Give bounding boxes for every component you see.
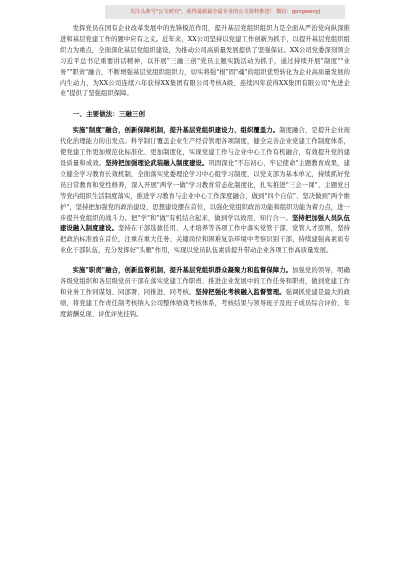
document-page (60, 24, 350, 321)
section-heading: 一、主要做法：三融三创 (73, 110, 146, 119)
paragraph-text: 巩固深化"不忘初心、牢记使命"主题教育成果，建立健全学习教育长效机制，全面落实党委理论学习中心组学习制度，以党支部为基本单元，持续抓好党员日常教育和党性修养，深入开展"两学一做"学习教育常态化制度化，扎实推进"三会一课"、主题党日等党内组织生活制度落实，推进学习教育与企业中心工作深度融合，做到"四个自信"、坚决做到"两个维护"，坚持把加强党的政治建设、思想建设摆在首位，以强化党组织政治功能和组织功能为着力点，进一步提升党组织的战斗力。把"学"和"做"有机结合起来，做到学以致用、知行合一。 (60, 159, 350, 222)
paragraph-institution-integration (60, 126, 350, 257)
intro-paragraph: 发挥党员在国有企业改革发展中的先锋模范作用，提升基层党组织组织力是全面从严治党向纵深推进和基层党建工作的题中应有之义。近年来，XX公司坚持以党建工作创新为抓手，以提升基层党组织组织力为重点，全面深化基层党组织建设，为推动公司高质量发展提供了坚强保证。XX公司党委深刻领会习近平总书记重要讲话精神，以开展"三融三创"党员主题实践活动为抓手，通过持续开展"制度""业务""职责"融合，不断增强基层党组织组织力，切实将强"根"固"魂"的组织优势转化为企业高质量发展的内生动力，为XX公司连续六年获得XX集团有限公司考核A级、连续四年获得XX集团有限公司"先进企业"提供了坚强组织保障。 (60, 25, 350, 98)
paragraph-subpoint-bold: 坚持把加强理论武装融入制度建设。 (105, 159, 209, 167)
paragraph-subpoint-bold: 坚持把加强人员队伍建设融入制度建设。 (60, 214, 350, 233)
paragraph-subpoint-bold: 坚持把强化考核融入监督管理。 (195, 288, 286, 296)
paragraph-text: 加强党的领导，明确各级党组织和各层级党员干部在落实党建工作职责、推进企业发展中的工作任务和职责，做到党建工作和业务工作同谋划、同部署、同推进、同考核。 (60, 267, 351, 296)
paragraph-text: 制度融合，是提升企业现代化治理能力的出发点。科学制订覆盖企业生产经营管理各项制度，健全完善企业党建工作制度体系，使党建工作更加规范化标准化、更加制度化，实现党建工作与企业中心工作有机融合，有效提升党的建设质量和成效。 (60, 127, 350, 167)
paragraph-duty-integration (60, 266, 350, 321)
promo-banner: 关注头条号"公文研究"，获得最新最全最专业的公文资料推送！ 微信：gongwenyj (105, 5, 345, 19)
paragraph-text: 强调抓党建是最大的政绩，将党建工作责任制考核纳入公司整体绩效考核体系，考核结果与领导班子及班子成员综合评价、年度薪酬兑现、评优评先挂钩。 (60, 288, 350, 318)
paragraph-text: 坚持在干部选拔任用、人才培养等各项工作中落实党管干部、党管人才原则，坚持把政治标准放在首位，注重在重大任务、关键岗位和困难复杂环境中考察识别干部，持续建强高素质专业化干部队伍，充分发挥好"头雁"作用，实现以党员队伍素质提升带动企业各项工作高质量发展。 (60, 225, 350, 255)
paragraph-lead-bold: 实施"制度"融合，创新保障机制，提升基层党组织建设力、组织覆盖力。 (72, 127, 280, 135)
paragraph-lead-bold: 实施"职责"融合，创新监督机制，提升基层党组织群众凝聚力和监督保障力。 (72, 267, 293, 275)
